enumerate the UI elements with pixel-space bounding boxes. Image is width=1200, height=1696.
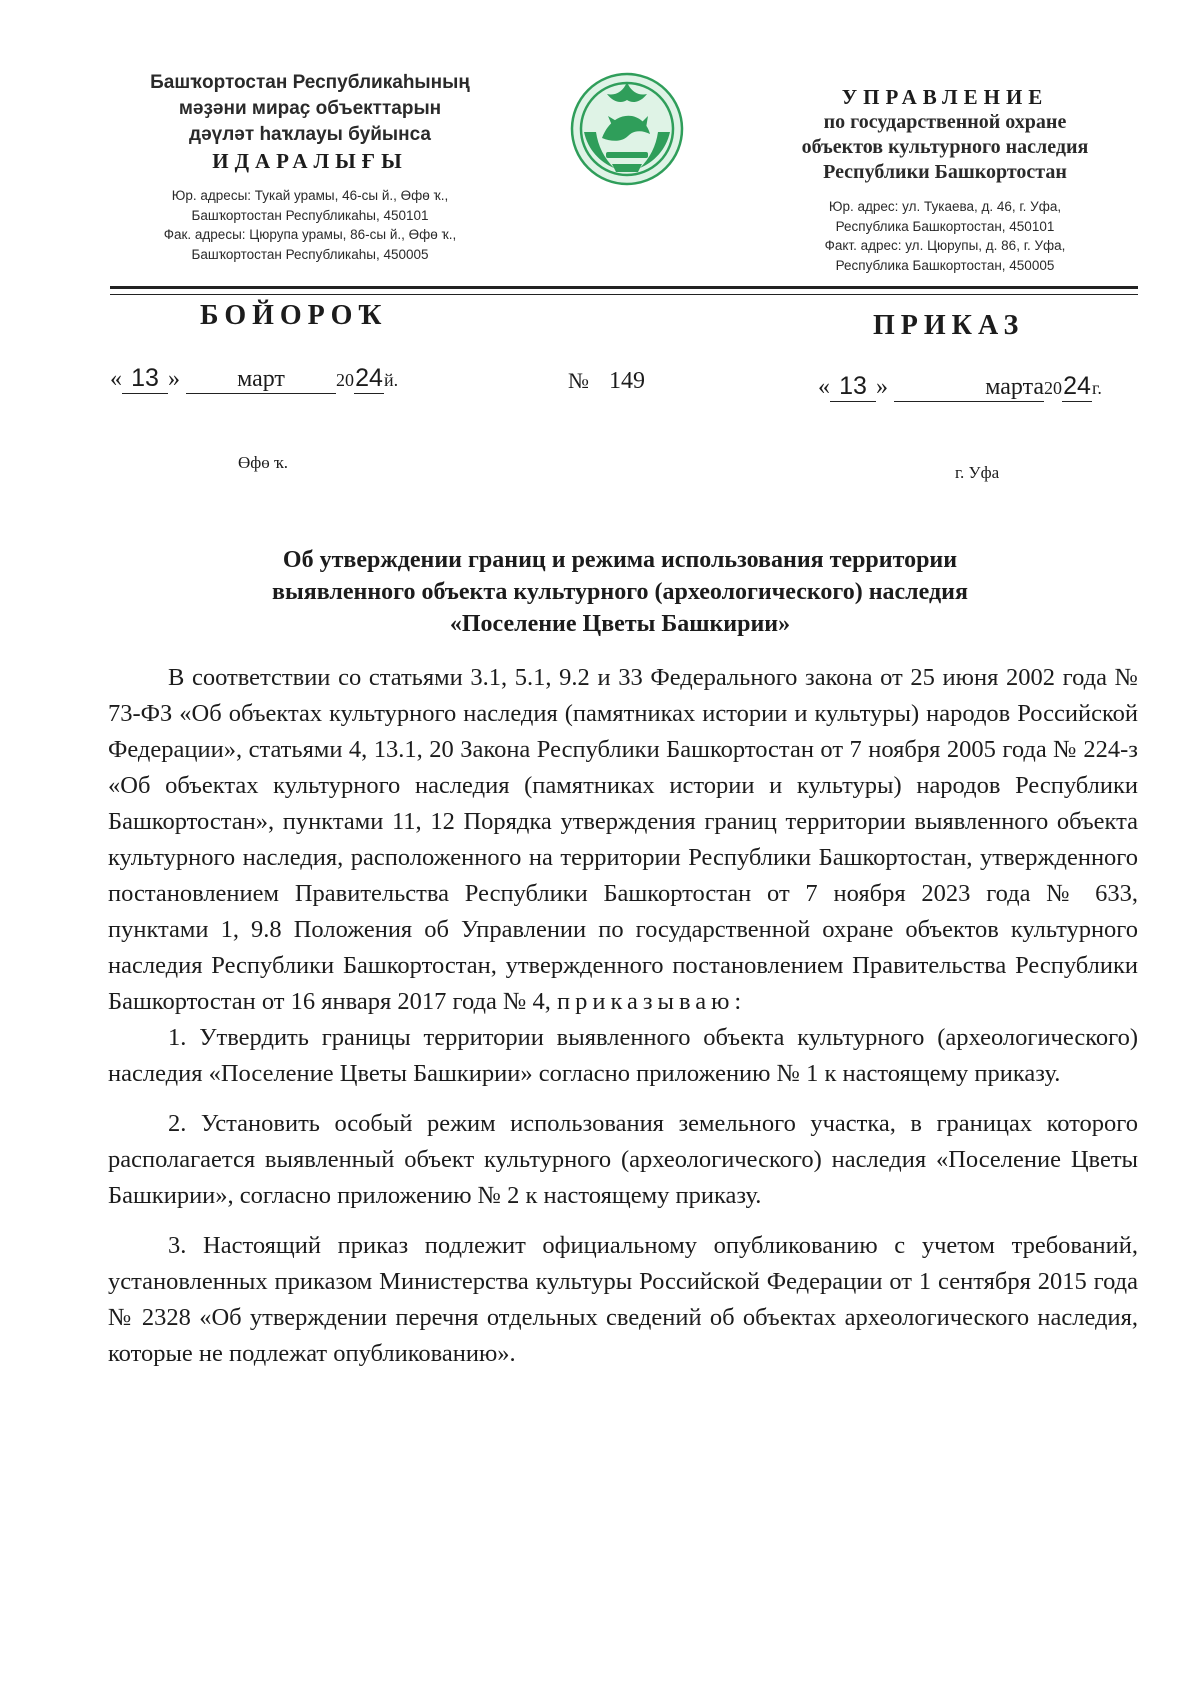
address-line: Факт. адрес: ул. Цюрупы, д. 86, г. Уфа, bbox=[824, 238, 1066, 253]
year-prefix: 20 bbox=[1044, 378, 1062, 398]
org-name-line: УПРАВЛЕНИЕ bbox=[841, 85, 1049, 109]
address-line: Республика Башкортостан, 450101 bbox=[835, 218, 1055, 234]
number-value: 149 bbox=[609, 368, 645, 394]
org-name-line: Республики Башкортостан bbox=[823, 161, 1067, 183]
title-line: «Поселение Цветы Башкирии» bbox=[449, 611, 791, 637]
preamble-paragraph bbox=[108, 660, 1138, 1020]
address-line: Республика Башкортостан, 450005 bbox=[835, 257, 1055, 273]
title-line: Об утверждении границ и режима использования территории bbox=[282, 547, 958, 573]
doc-type-bashkir: БОЙОРОҠ bbox=[200, 300, 388, 331]
date-year: 24 bbox=[355, 364, 383, 392]
doc-type-russian: ПРИКАЗ bbox=[873, 310, 1025, 341]
number-label: № bbox=[568, 368, 589, 393]
preamble-text: В соответствии со статьями 3.1, 5.1, 9.2 и 33 Федерального закона от 25 июня 2002 года № 73-ФЗ «Об объектах культурного наследия (памятниках истории и культуры) народов Российской Федерации», статьями 4, 13.1, 20 Закона Республики Башкортостан от 7 ноября 2005 года № 224-з «Об объектах культурного наследия (памятниках истории и культуры) народов Республики Башкортостан», пунктами 11, 12 Порядка утверждения границ территории выявленного объекта культурного наследия, расположенного на территории Республики Башкортостан, утвержденного постановлением Правительства Республики Башкортостан от 7 ноября 2023 года № 633, пунктами 1, 9.8 Положения об Управлении по государственной охране объектов культурного наследия Республики Башкортостан, утвержденного постановлением Правительства Республики Башкортостан от 16 января 2017 года № 4, bbox=[108, 664, 1138, 1015]
address-line: Башҡортостан Республикаһы, 450005 bbox=[191, 246, 429, 262]
header-divider-thin bbox=[110, 294, 1138, 295]
date-month: март bbox=[186, 366, 336, 394]
date-day: 13 bbox=[830, 372, 876, 402]
org-name-line: Башҡортостан Республикаһының bbox=[150, 72, 470, 93]
org-name-line: мәҙәни мираҫ объекттарын bbox=[178, 98, 442, 119]
header-divider-thick bbox=[110, 286, 1138, 289]
date-left bbox=[110, 364, 398, 394]
date-right bbox=[818, 372, 1102, 402]
year-suffix: г. bbox=[1092, 378, 1102, 398]
date-year: 24 bbox=[1063, 372, 1091, 400]
order-item: 3. Настоящий приказ подлежит официальному опубликованию с учетом требований, установленных приказом Министерства культуры Российской Федерации от 1 сентября 2015 года № 2328 «Об утверждении перечня отдельных сведений об объектах археологического наследия, которые не подлежат опубликованию». bbox=[108, 1232, 1138, 1367]
address-line: Юр. адресы: Тукай урамы, 46-сы й., Өфө ҡ., bbox=[171, 188, 449, 203]
quote-close: » bbox=[876, 374, 888, 400]
year-suffix: й. bbox=[384, 370, 399, 390]
city-right: г. Уфа bbox=[955, 463, 1000, 482]
order-item: 2. Установить особый режим использования земельного участка, в границах которого располагается выявленный объект культурного (археологического) наследия «Поселение Цветы Башкирии», согласно приложению № 2 к настоящему приказу. bbox=[108, 1110, 1138, 1209]
address-block bbox=[760, 197, 1130, 275]
date-day: 13 bbox=[122, 364, 168, 394]
year-prefix: 20 bbox=[336, 370, 354, 390]
address-line: Фак. адресы: Цюрупа урамы, 86-сы й., Өфө ҡ., bbox=[163, 227, 457, 242]
document-body bbox=[108, 660, 1138, 1372]
city-left: Өфө ҡ. bbox=[238, 453, 289, 472]
date-month: марта bbox=[894, 374, 1044, 402]
order-item: 1. Утвердить границы территории выявленного объекта культурного (археологического) наследия «Поселение Цветы Башкирии» согласно приложению № 1 к настоящему приказу. bbox=[108, 1024, 1138, 1087]
quote-close: » bbox=[168, 366, 180, 392]
org-name-line: ИДАРАЛЫҒЫ bbox=[212, 149, 408, 173]
address-line: Башҡортостан Республикаһы, 450101 bbox=[191, 207, 429, 223]
quote-open: « bbox=[818, 374, 830, 400]
header-left-org bbox=[100, 70, 520, 264]
document-title bbox=[200, 544, 1040, 640]
address-block bbox=[100, 186, 520, 264]
quote-open: « bbox=[110, 366, 122, 392]
org-name-line: объектов культурного наследия bbox=[801, 136, 1089, 158]
org-name-line: по государственной охране bbox=[823, 111, 1067, 133]
order-verb: приказываю: bbox=[556, 988, 747, 1015]
title-line: выявленного объекта культурного (археологического) наследия bbox=[272, 579, 968, 605]
document-number bbox=[568, 368, 645, 395]
header-right-org bbox=[760, 84, 1130, 275]
address-line: Юр. адрес: ул. Тукаева, д. 46, г. Уфа, bbox=[828, 199, 1062, 214]
coat-of-arms-emblem-icon bbox=[566, 68, 688, 190]
org-name-line: дәүләт һаҡлауы буйынса bbox=[189, 124, 431, 145]
